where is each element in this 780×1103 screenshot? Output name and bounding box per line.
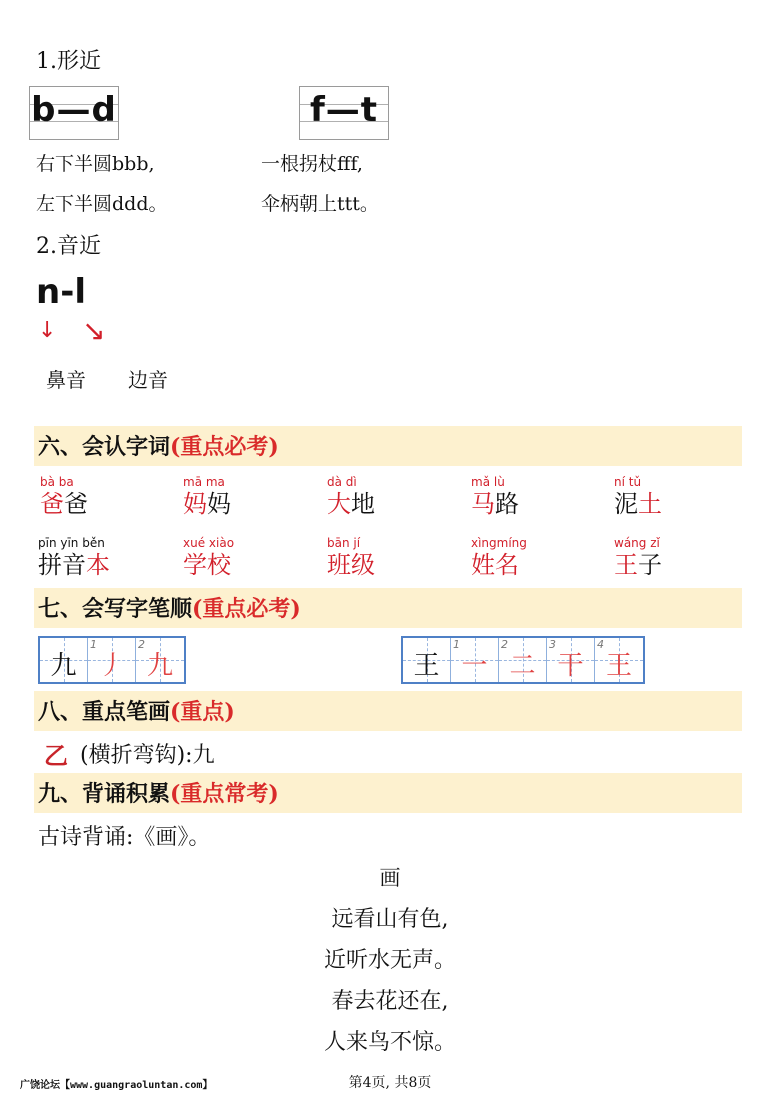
word-char-red: 大 (327, 490, 351, 518)
section-7-header (34, 588, 742, 628)
word-char-red: 爸 (40, 490, 64, 518)
stroke-glyph: 乙 (44, 741, 68, 770)
stroke-cell: 2 九 (136, 638, 184, 682)
section-9-title: 九、背诵积累 (38, 781, 171, 807)
word-char-red: 王 (614, 551, 638, 579)
poem-line: 远看山有色, (331, 907, 449, 932)
b-d-box (29, 86, 119, 140)
rhyme-left-2: 左下半圆ddd。 (36, 193, 168, 215)
rhyme-right-2: 伞柄朝上ttt。 (261, 193, 379, 215)
word-char-red: 班级 (327, 551, 375, 579)
stroke-order-grid-wang (401, 636, 645, 684)
word-pinyin: ní tǔ (614, 475, 642, 489)
stroke-cell (403, 638, 451, 682)
word-xuexiao (183, 536, 293, 579)
stroke-char: 二 (509, 651, 536, 681)
word-wangzi (614, 536, 724, 579)
section-9-tag: (重点常考) (170, 781, 279, 807)
word-char: 拼音 (38, 551, 86, 579)
f-t-text: f—t (309, 90, 379, 130)
section-8-tag: (重点) (170, 699, 235, 725)
stroke-cell: 1 一 (451, 638, 499, 682)
stroke-char: 一 (461, 651, 488, 681)
word-pinyin: xué xiào (183, 536, 235, 550)
poem-line: 春去花还在, (331, 989, 449, 1014)
rhyme-left-1: 右下半圆bbb, (36, 153, 155, 175)
word-char-red: 马 (471, 490, 495, 518)
section-6-header (34, 426, 742, 466)
stroke-cell (40, 638, 88, 682)
stroke-description: (横折弯钩):九 (80, 743, 215, 768)
arrow-down-icon: ↓ (38, 318, 57, 343)
word-char-red: 学校 (183, 551, 231, 579)
section-7-tag: (重点必考) (192, 596, 301, 622)
word-pinyinben (38, 536, 148, 579)
word-mama (183, 475, 293, 518)
word-char: 子 (638, 551, 662, 579)
yinjin-heading: 2.音近 (36, 234, 101, 259)
section-6-tag: (重点必考) (170, 434, 279, 460)
word-xingming (471, 536, 581, 579)
word-banji (327, 536, 437, 579)
b-d-text: b—d (31, 90, 117, 130)
section-6-title: 六、会认字词 (38, 434, 171, 460)
word-pinyin: dà dì (327, 475, 357, 489)
word-dadi (327, 475, 437, 518)
word-char: 路 (495, 490, 519, 518)
poem-intro: 古诗背诵:《画》。 (38, 825, 211, 850)
word-malu (471, 475, 581, 518)
xingjin-heading: 1.形近 (36, 49, 101, 74)
word-pinyin: bān jí (327, 536, 361, 550)
page-number: 第4页, 共8页 (348, 1075, 432, 1091)
section-8-title: 八、重点笔画 (38, 699, 171, 725)
word-char: 爸 (64, 490, 88, 518)
footer-site: 广饶论坛【www.guangraoluntan.com】 (20, 1080, 213, 1091)
poem-line: 近听水无声。 (323, 948, 456, 973)
lateral-label: 边音 (128, 368, 168, 392)
section-8-header (34, 691, 742, 731)
word-pinyin: mā ma (183, 475, 225, 489)
stroke-cell: 2 二 (499, 638, 547, 682)
nasal-label: 鼻音 (46, 368, 86, 392)
word-char: 泥 (614, 490, 638, 518)
poem-title: 画 (379, 866, 401, 890)
word-char-red: 姓名 (471, 551, 519, 579)
stroke-cell: 4 王 (595, 638, 643, 682)
stroke-char: 九 (50, 651, 77, 681)
stroke-char: 九 (146, 651, 173, 681)
f-t-box (299, 86, 389, 140)
word-pinyin: xìngmíng (471, 536, 527, 550)
stroke-char: 干 (557, 651, 584, 681)
stroke-order-grid-jiu (38, 636, 186, 684)
word-baba (40, 475, 150, 518)
word-char-red: 土 (638, 490, 662, 518)
stroke-char: 王 (605, 651, 632, 681)
poem-line: 人来鸟不惊。 (323, 1030, 456, 1055)
word-pinyin: bà ba (40, 475, 74, 489)
word-pinyin: wáng zǐ (614, 536, 660, 550)
arrow-down-right-icon: ↘ (82, 314, 106, 347)
stroke-cell: 3 干 (547, 638, 595, 682)
stroke-char: 王 (413, 651, 440, 681)
word-pinyin: pīn yīn běn (38, 536, 105, 550)
rhyme-right-1: 一根拐杖fff, (261, 153, 363, 175)
stroke-char: 丿 (98, 651, 125, 681)
section-7-title: 七、会写字笔顺 (38, 596, 193, 622)
word-char-red: 妈 (183, 490, 207, 518)
section-9-header (34, 773, 742, 813)
word-pinyin: mǎ lù (471, 475, 505, 489)
stroke-cell: 1 丿 (88, 638, 136, 682)
n-l-text: n-l (36, 272, 86, 312)
word-char-red: 本 (86, 551, 110, 579)
word-nitu (614, 475, 724, 518)
word-char: 妈 (207, 490, 231, 518)
word-char: 地 (351, 490, 375, 518)
